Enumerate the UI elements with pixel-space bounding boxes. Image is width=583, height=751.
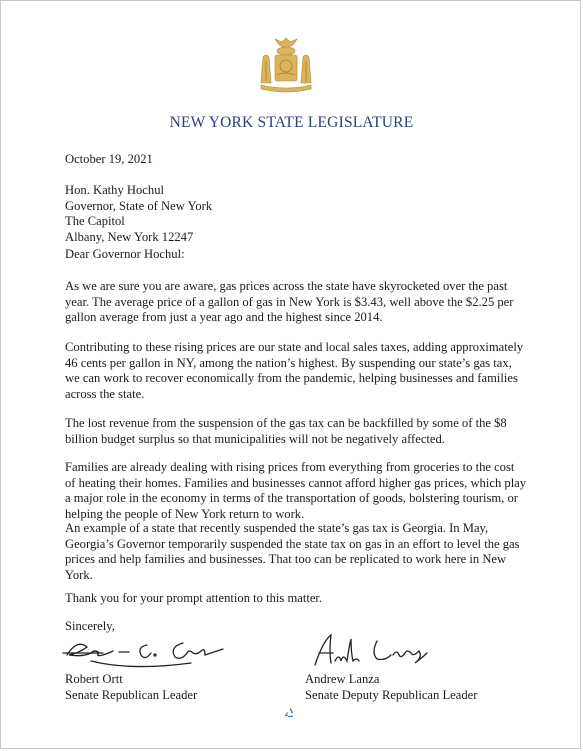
body-paragraph: The lost revenue from the suspension of the gas tax can be backfilled by some of the $8 billion budget surplus so that municipalities will not be negatively affected.: [65, 416, 507, 446]
letter-date: October 19, 2021: [65, 152, 153, 166]
body-paragraph: An example of a state that recently suspended the state’s gas tax is Georgia. In May, Georgia’s Governor temporarily suspended the state tax on gas in an effort to level the gas prices and help families and businesses. That too can be replicated to work here in New York.: [65, 521, 520, 582]
signatory-ortt: [65, 672, 197, 703]
signatory-name: Robert Ortt: [65, 672, 123, 686]
recipient-office: The Capitol: [65, 214, 125, 229]
closing-line: Thank you for your prompt attention to this matter.: [65, 591, 323, 605]
recipient-address: [65, 183, 212, 245]
recipient-city: Albany, New York 12247: [65, 229, 194, 244]
signatory-title: Senate Republican Leader: [65, 687, 198, 702]
signatory-lanza: [305, 672, 477, 703]
letterhead-title: NEW YORK STATE LEGISLATURE: [169, 114, 414, 131]
body-paragraph: Contributing to these rising prices are our state and local sales taxes, adding approximately 46 cents per gallon in NY, among the nation’s highest. By suspending our state’s gas tax, we can work to recover economically from the pandemic, helping businesses and families across the state.: [65, 340, 524, 401]
signatory-title: Senate Deputy Republican Leader: [305, 687, 478, 702]
body-paragraph: As we are sure you are aware, gas prices across the state have skyrocketed over the past year. The average price of a gallon of gas in New York is $3.43, well above the $2.25 per gallon average from just a year ago and the highest since 2014.: [65, 279, 514, 325]
recycle-icon: [284, 707, 296, 719]
signature-robert-ortt: [61, 633, 231, 669]
recipient-title: Governor, State of New York: [65, 198, 213, 213]
signature-andrew-lanza: [311, 631, 441, 671]
new-york-state-seal-icon: [253, 35, 319, 95]
recipient-name: Hon. Kathy Hochul: [65, 183, 164, 197]
signatory-name: Andrew Lanza: [305, 672, 380, 686]
valediction: Sincerely,: [65, 619, 115, 633]
body-paragraph: Families are already dealing with rising prices from everything from groceries to the cost of heating their homes. Families and businesses cannot afford higher gas prices, which play a major role in the economy in terms of the transportation of goods, bolstering tourism, or helping the people of New York return to work.: [65, 460, 527, 521]
salutation: Dear Governor Hochul:: [65, 247, 185, 261]
